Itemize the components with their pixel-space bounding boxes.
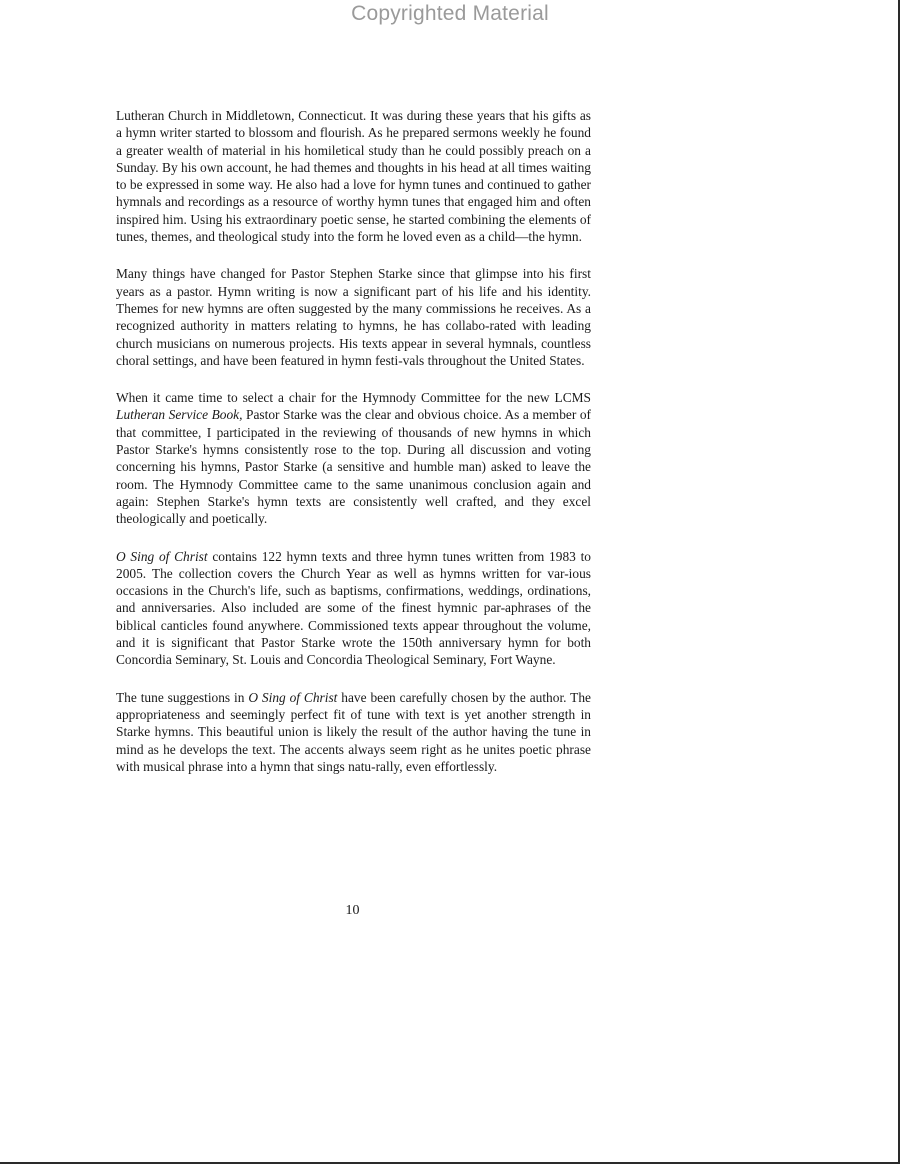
copyright-watermark: Copyrighted Material [351,2,549,25]
page-body [116,107,591,795]
paragraph-1-text: Lutheran Church in Middletown, Connecticut. It was during these years that his gifts as a hymn writer started to blossom and flourish. As he prepared sermons weekly he found a greater wealth of material in his homiletical study than he could possibly preach on a Sunday. By his own account, he had themes and thoughts in his head at all times waiting to be expressed in some way. He also had a love for hymn tunes and continued to gather hymnals and recordings as a resource of worthy hymn tunes that engaged him and often inspired him. Using his extraordinary poetic sense, he started combining the elements of tunes, themes, and theological study into the form he loved even as a child—the hymn. [116,108,591,245]
paragraph-3 [116,389,591,527]
paragraph-3-text-before: When it came time to select a chair for the Hymnody Committee for the new LCMS [116,390,591,406]
paragraph-2-text: Many things have changed for Pastor Stephen Starke since that glimpse into his first years as a pastor. Hymn writing is now a significant part of his life and his identity. Themes for new hymns are often suggested by the many commissions he receives. As a recognized authority in matters relating to hymns, he has collabo-rated with leading church musicians on numerous projects. His texts appear in several hymnals, countless choral settings, and have been featured in hymn festi-vals throughout the United States. [116,266,591,368]
book-title-lutheran-service-book: Lutheran Service Book, [116,407,243,423]
book-title-o-sing-of-christ: O Sing of Christ [116,548,208,564]
paragraph-2 [116,265,591,369]
paragraph-5-text-before: The tune suggestions in [116,689,249,705]
paragraph-3-text-after: Pastor Starke was the clear and obvious choice. As a member of that committee, I participated in the reviewing of thousands of new hymns in which Pastor Starke's hymns consistently rose to the top. During all discussion and voting concerning his hymns, Pastor Starke (a sensitive and humble man) asked to leave the room. The Hymnody Committee came to the same unanimous conclusion again and again: Stephen Starke's hymn texts are consistently well crafted, and they excel theologically and poetically. [116,407,591,527]
paragraph-1 [116,107,591,245]
page-number: 10 [345,903,360,918]
paragraph-5 [116,689,591,775]
paragraph-4 [116,548,591,669]
paragraph-5-text-after: have been carefully chosen by the author. The appropriateness and seemingly perfect fit of tune with text is yet another strength in Starke hymns. This beautiful union is likely the result of the author having the tune in mind as he develops the text. The accents always seem right as he unites poetic phrase with musical phrase into a hymn that sings natu-rally, even effortlessly. [116,689,591,774]
paragraph-4-text-after: contains 122 hymn texts and three hymn tunes written from 1983 to 2005. The collection covers the Church Year as well as hymns written for var-ious occasions in the Church's life, such as baptisms, confirmations, weddings, ordinations, and anniversaries. Also included are some of the finest hymnic par-aphrases of the biblical canticles found anywhere. Commissioned texts appear throughout the volume, and it is significant that Pastor Starke wrote the 150th anniversary hymn for both Concordia Seminary, St. Louis and Concordia Theological Seminary, Fort Wayne. [116,548,591,668]
book-title-o-sing-of-christ-2: O Sing of Christ [248,689,338,705]
